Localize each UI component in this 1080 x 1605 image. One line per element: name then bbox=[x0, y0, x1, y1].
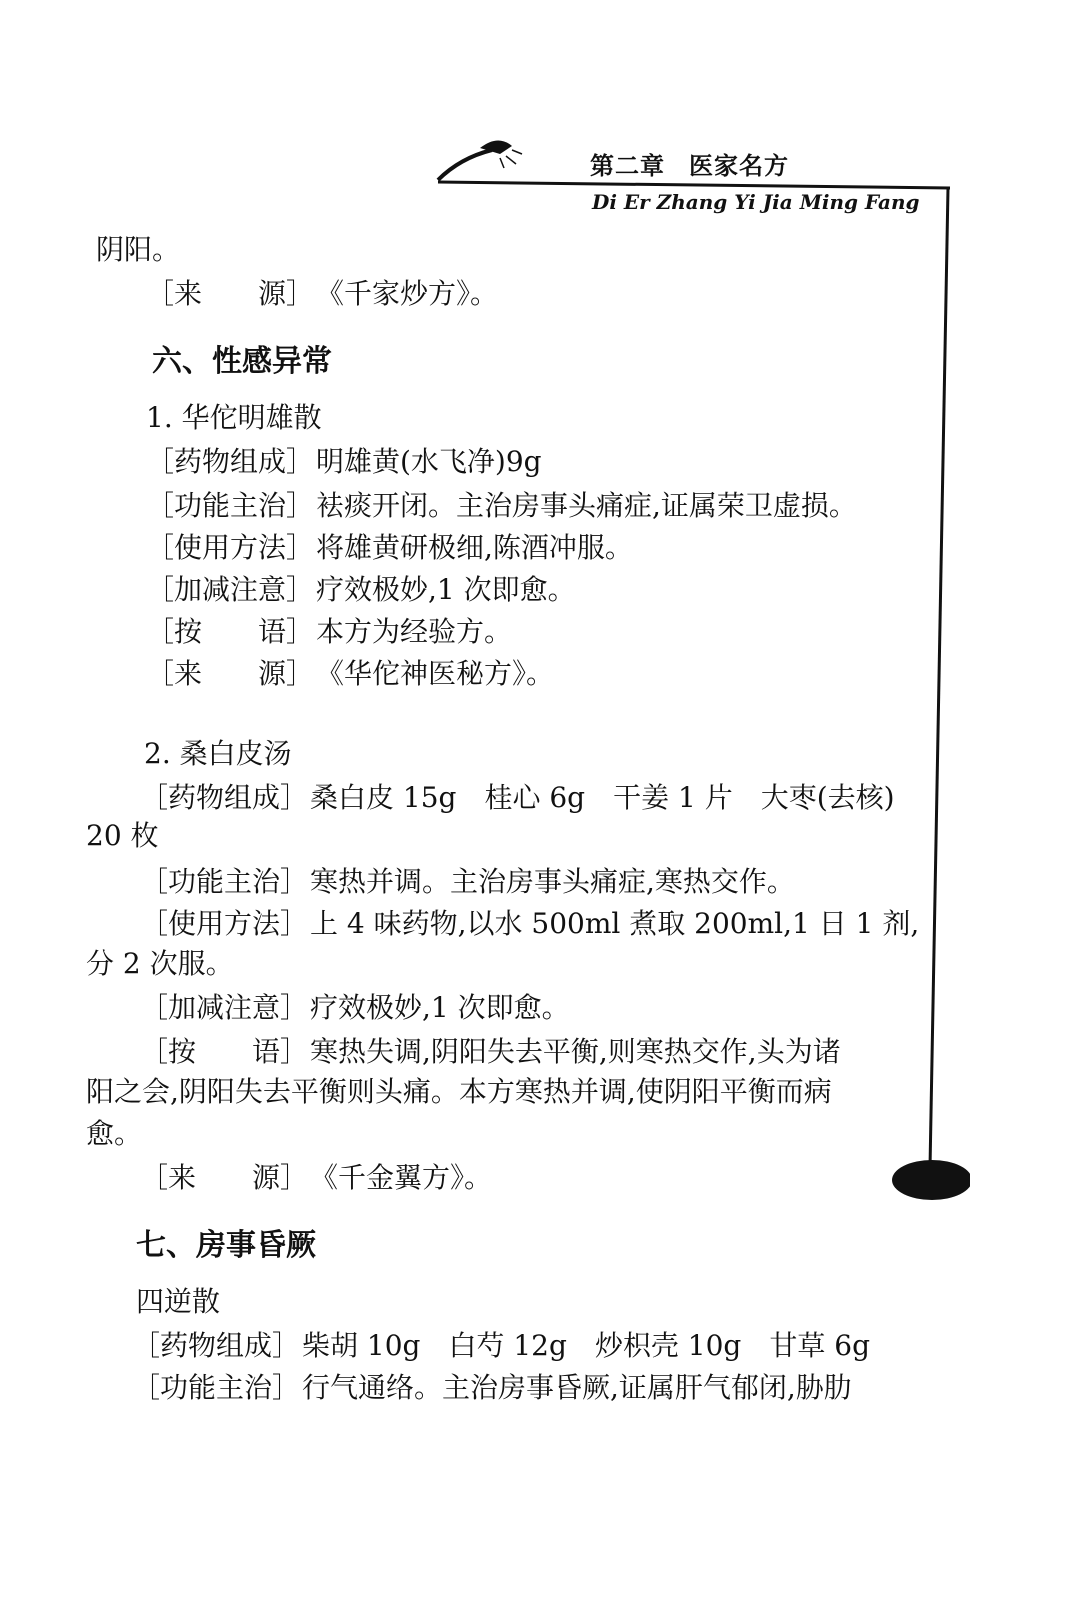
chapter-number: 第二章 bbox=[590, 151, 665, 180]
usage-label: ［使用方法］ bbox=[146, 531, 315, 564]
note-text: 寒热失调,阴阳失去平衡,则寒热交作,头为诸 bbox=[310, 1035, 841, 1068]
function-text: 寒热并调。主治房事头痛症,寒热交作。 bbox=[310, 865, 795, 898]
usage-row bbox=[146, 530, 633, 566]
prev-source-row bbox=[146, 276, 498, 312]
composition-label: ［药物组成］ bbox=[132, 1329, 301, 1362]
composition-text: 明雄黄(水飞净)9g bbox=[316, 445, 542, 478]
composition-label: ［药物组成］ bbox=[140, 781, 309, 814]
chapter-header bbox=[590, 146, 813, 181]
source-text: 《千家炒方》。 bbox=[316, 277, 499, 310]
function-label: ［功能主治］ bbox=[132, 1371, 301, 1404]
function-row bbox=[132, 1370, 852, 1406]
function-label: ［功能主治］ bbox=[140, 865, 309, 898]
function-row bbox=[146, 488, 857, 524]
note-row bbox=[146, 614, 512, 650]
modification-text: 疗效极妙,1 次即愈。 bbox=[310, 991, 570, 1024]
note-label: ［按 语］ bbox=[146, 615, 315, 648]
modification-row bbox=[146, 572, 576, 608]
prescription-title: 2. 桑白皮汤 bbox=[144, 737, 292, 770]
section-heading: 六、性感异常 bbox=[152, 344, 332, 379]
source-label: ［来 源］ bbox=[146, 657, 315, 690]
composition-row bbox=[146, 444, 542, 480]
composition-label: ［药物组成］ bbox=[146, 445, 315, 478]
usage-label: ［使用方法］ bbox=[140, 907, 309, 940]
source-label: ［来 源］ bbox=[140, 1161, 309, 1194]
usage-row bbox=[140, 906, 919, 942]
prev-entry-tail: 阴阳。 bbox=[96, 233, 181, 266]
usage-text: 上 4 味药物,以水 500ml 煮取 200ml,1 日 1 剂, bbox=[310, 907, 920, 940]
chapter-title: 医家名方 bbox=[689, 151, 789, 180]
note-continuation: 阳之会,阴阳失去平衡则头痛。本方寒热并调,使阴阳平衡而病 bbox=[86, 1075, 832, 1108]
source-row bbox=[140, 1160, 492, 1196]
function-label: ［功能主治］ bbox=[146, 489, 315, 522]
prescription-title: 四逆散 bbox=[136, 1285, 221, 1318]
chapter-header-pinyin: Di Er Zhang Yi Jia Ming Fang bbox=[592, 190, 920, 214]
function-text: 袪痰开闭。主治房事头痛症,证属荣卫虚损。 bbox=[316, 489, 857, 522]
source-text: 《千金翼方》。 bbox=[310, 1161, 493, 1194]
source-label: ［来 源］ bbox=[146, 277, 315, 310]
note-label: ［按 语］ bbox=[140, 1035, 309, 1068]
usage-continuation: 分 2 次服。 bbox=[86, 947, 234, 980]
function-row bbox=[140, 864, 795, 900]
section-heading: 七、房事昏厥 bbox=[136, 1228, 316, 1263]
modification-label: ［加减注意］ bbox=[146, 573, 315, 606]
source-text: 《华佗神医秘方》。 bbox=[316, 657, 555, 690]
usage-text: 将雄黄研极细,陈酒冲服。 bbox=[316, 531, 633, 564]
note-text: 本方为经验方。 bbox=[316, 615, 513, 648]
composition-row bbox=[132, 1328, 870, 1364]
composition-text: 桑白皮 15g 桂心 6g 干姜 1 片 大枣(去核) bbox=[310, 781, 895, 814]
note-row bbox=[140, 1034, 841, 1070]
composition-continuation: 20 枚 bbox=[86, 819, 159, 852]
function-text: 行气通络。主治房事昏厥,证属肝气郁闭,胁肋 bbox=[302, 1371, 852, 1404]
note-continuation: 愈。 bbox=[86, 1117, 143, 1150]
prescription-title: 1. 华佗明雄散 bbox=[146, 401, 322, 434]
composition-row bbox=[140, 780, 895, 816]
composition-text: 柴胡 10g 白芍 12g 炒枳壳 10g 甘草 6g bbox=[302, 1329, 870, 1362]
modification-label: ［加减注意］ bbox=[140, 991, 309, 1024]
source-row bbox=[146, 656, 554, 692]
modification-text: 疗效极妙,1 次即愈。 bbox=[316, 573, 576, 606]
modification-row bbox=[140, 990, 570, 1026]
